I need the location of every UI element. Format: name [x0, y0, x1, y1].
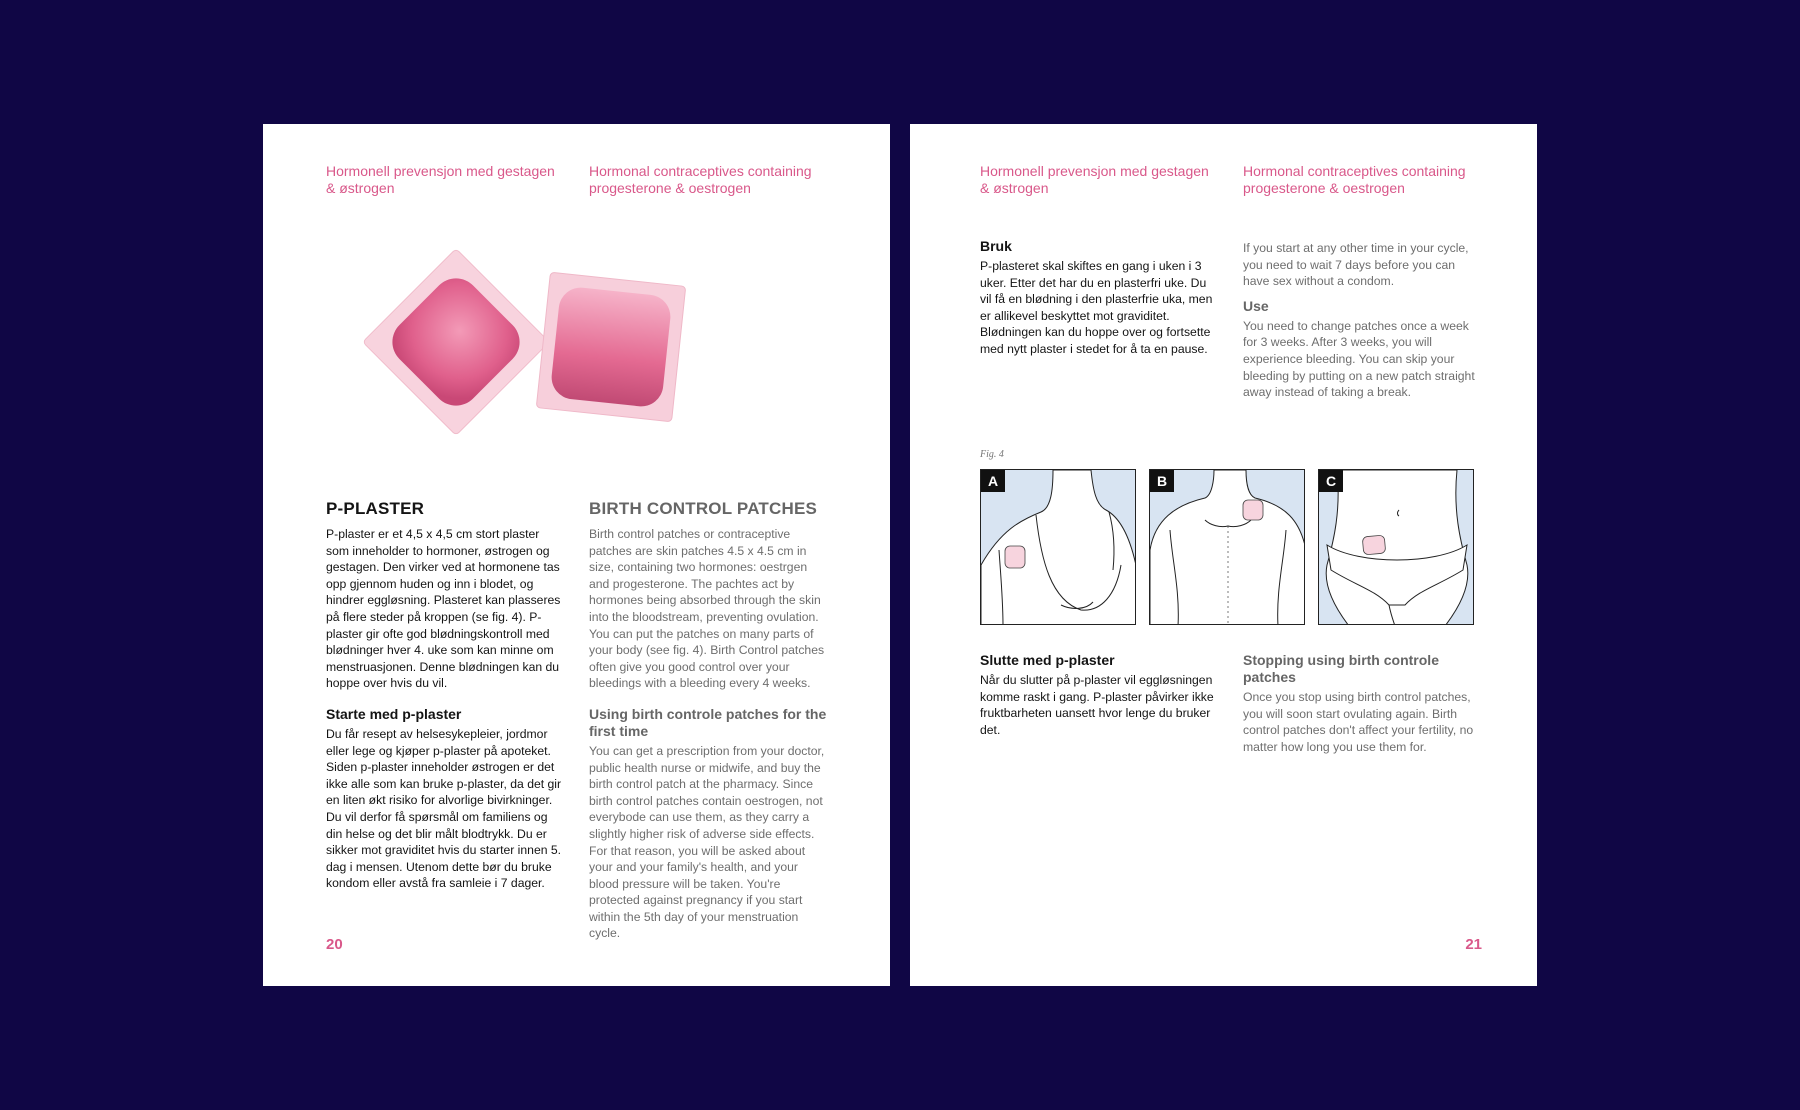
intro-text: Birth control patches or contraceptive patches are skin patches 4.5 x 4.5 cm in size, containing two hormones: oestrgen and progesterone. The pachtes act by hormones being absorbed through the skin into the bloodstream, preventing ovulation. You can put the patches on many parts of your body (see fig. 4). Birth Control patches often give you good control over your bleedings with a bleeding every 4 weeks. [589, 527, 825, 691]
body-illustration-back [1150, 470, 1305, 625]
stop-norwegian [980, 652, 1218, 738]
use-norwegian [980, 238, 1218, 358]
panel-tag: B [1150, 470, 1174, 492]
body-text: Du får resept av helsesykepleier, jordmor eller lege og kjøper p-plaster på apoteket. Siden p-plaster inneholder østrogen er det ikke alle som kan bruke p-plaster, da det gir en liten økt risiko for alvorlige bivirkninger. Du vil derfor få spørsmål om familiens og din helse og det blir målt blodtrykk. Du er sikker mot graviditet hvis du starter innen 5. dag i mensen. Utenom dette bør du bruke kondom eller avstå fra samleie i 7 dager. [326, 726, 562, 891]
header-english: Hormonal contraceptives containing progesterone & oestrogen [589, 163, 812, 196]
section-heading: P-PLASTER [326, 499, 425, 518]
column-english [589, 499, 827, 942]
figure-panel-c [1318, 469, 1474, 625]
panel-tag: A [981, 470, 1005, 492]
figure-panel-a [980, 469, 1136, 625]
body-text: Når du slutter på p-plaster vil eggløsningen komme raskt i gang. P-plaster påvirker ikke fruktbarheten uansett hvor lenge du bruker det. [980, 673, 1214, 737]
continued-text: If you start at any other time in your cycle, you need to wait 7 days before you can have sex without a condom. [1243, 241, 1469, 289]
body-illustration-shoulder [981, 470, 1136, 625]
header-english: Hormonal contraceptives containing progesterone & oestrogen [1243, 163, 1466, 196]
section-heading: BIRTH CONTROL PATCHES [589, 499, 818, 518]
intro-text: P-plaster er et 4,5 x 4,5 cm stort plaster som inneholder to hormoner, østrogen og gestagen. Den virker ved at hormonene tas opp gjennom huden og inn i blodet, og hindrer eggløsning. Plasteret kan plasseres på flere steder på kroppen (se fig. 4). P-plaster gir ofte god blødningskontroll med blødninger hver 4. uke som kan minne om menstruasjonen. Denne blødningen kan du hoppe over hvis du vil. [326, 527, 561, 691]
use-english [1243, 240, 1481, 401]
patch-illustration [363, 244, 723, 444]
subheading: Bruk [980, 238, 1012, 254]
figure-panel-b [1149, 469, 1305, 625]
panel-tag: C [1319, 470, 1343, 492]
stop-english [1243, 652, 1481, 755]
body-illustration-abdomen [1319, 470, 1474, 625]
page-number: 20 [326, 936, 343, 953]
subheading: Use [1243, 297, 1269, 314]
subheading: Starte med p-plaster [326, 705, 462, 722]
body-text: You can get a prescription from your doctor, public health nurse or midwife, and buy the birth control patch at the pharmacy. Since birth control patches contain oestrogen, not everybode can use them, as they carry a slightly higher risk of adverse side effects. For that reason, you will be asked about your and your family's health, and your blood pressure will be taken. You're protected against pregnancy if you start within the 5th day of your menstruation cycle. [589, 743, 825, 941]
figure-label: Fig. 4 [980, 449, 1004, 460]
body-text: You need to change patches once a week for 3 weeks. After 3 weeks, you will experience bleeding. You can skip your bleeding by putting on a new patch straight away instead of taking a break. [1243, 318, 1475, 400]
page-right [910, 124, 1537, 986]
body-text: Once you stop using birth control patches, you will soon start ovulating again. Birth control patches don't affect your fertility, no matter how long you use them for. [1243, 690, 1474, 754]
page-number: 21 [1465, 936, 1482, 953]
column-norwegian [326, 499, 564, 892]
header-norwegian: Hormonell prevensjon med gestagen & østrogen [326, 163, 555, 196]
header-norwegian: Hormonell prevensjon med gestagen & østrogen [980, 163, 1209, 196]
page-left [263, 124, 890, 986]
subheading: Slutte med p-plaster [980, 652, 1115, 668]
subheading: Stopping using birth controle patches [1243, 652, 1439, 685]
body-text: P-plasteret skal skiftes en gang i uken i 3 uker. Etter det har du en plasterfri uke. Du vil få en blødning i den plasterfrie uka, men er allikevel beskyttet mot graviditet. Blødningen kan du hoppe over og fortsette med nytt plaster i stedet for å ta en pause. [980, 259, 1213, 356]
subheading: Using birth controle patches for the first time [589, 705, 827, 739]
